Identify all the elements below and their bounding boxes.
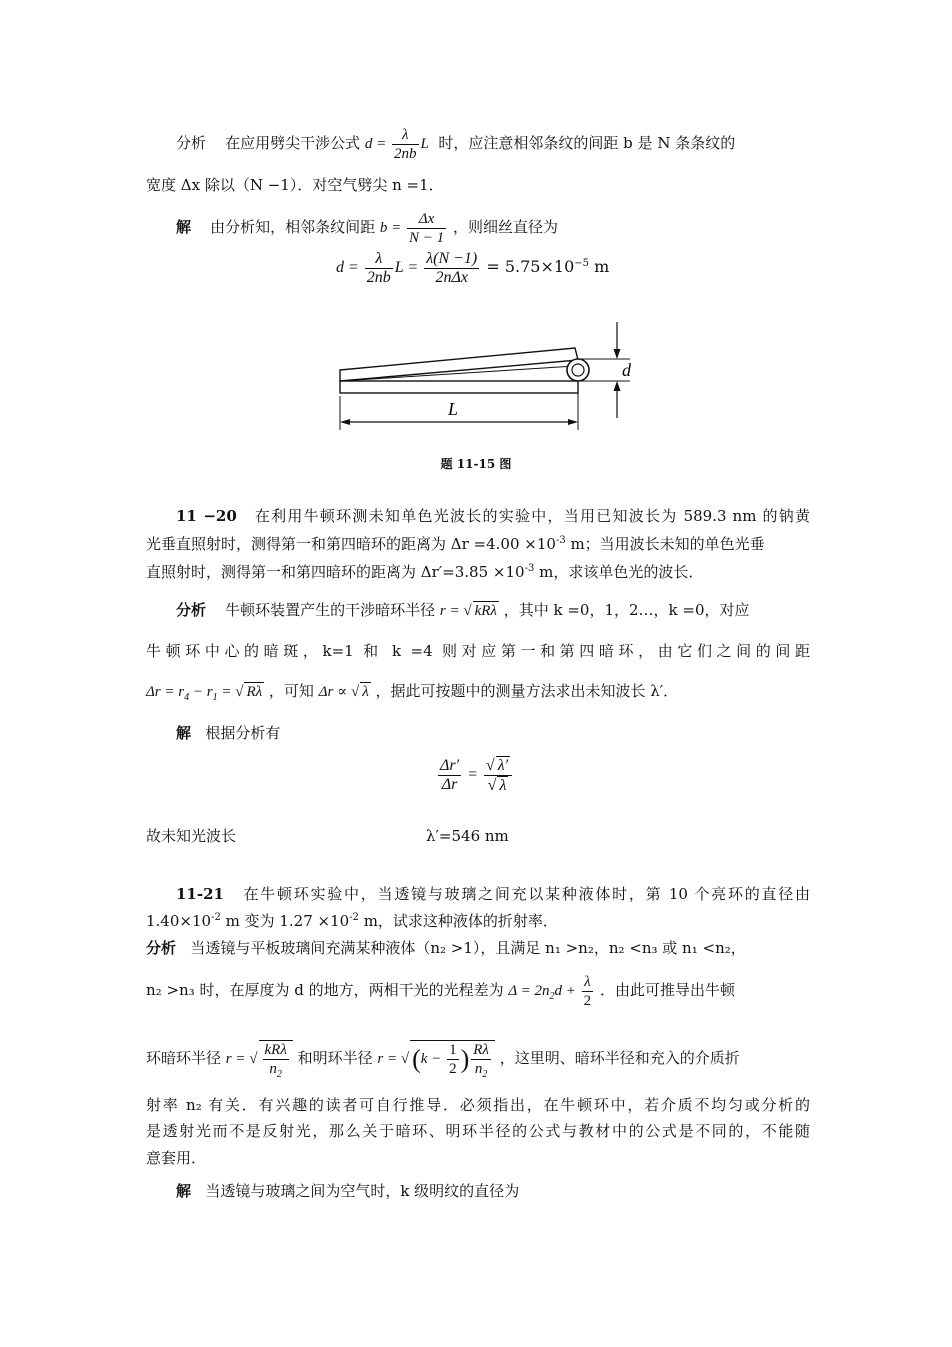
dark-ring-formula: r = √ kRλ — [439, 603, 497, 619]
solution-2-line — [176, 722, 810, 744]
exp-d: -2 — [349, 912, 359, 923]
analysis-3-line-1 — [146, 937, 810, 959]
analysis-2-text: 牛顿环装置产生的干涉暗环半径 — [225, 601, 436, 619]
analysis-3-text-2b: ．由此可推导出牛顿 — [599, 980, 735, 999]
solution-label: 解 — [176, 1182, 192, 1200]
ratio-equation: $\frac{\Delta r'}{\Delta r}$ = $\frac{√ \lambda'}{√ \lambda}$ — [436, 756, 514, 795]
analysis-3-line-5: 是透射光而不是反射光，那么关于暗环、明环半径的公式与教材中的公式是不同的，不能随 — [146, 1122, 810, 1140]
wire-circle — [567, 359, 589, 381]
solution-3-line — [176, 1180, 810, 1202]
d-arrowhead-bottom — [614, 381, 621, 391]
proportional-relation: Δr ∝ √ λ — [318, 684, 369, 700]
exp-c: -2 — [211, 912, 221, 923]
analysis-3-line-6: 意套用． — [146, 1149, 207, 1167]
analysis-3-line-2 — [146, 973, 810, 1010]
figure-caption: 题 11-15 图 — [440, 457, 512, 471]
analysis-3-text-2a: n₂ >n₃ 时，在厚度为 d 的地方，两相干光的光程差为 — [146, 980, 504, 999]
spacing-relation: $\Delta r = r_4 - r_1$ = √ Rλ — [146, 684, 263, 703]
diameter-result: = 5.75×10 — [486, 257, 575, 277]
analysis-3-text-1: 当透镜与平板玻璃间充满某种液体（n₂ >1），且满足 n₁ >n₂，n₂ <n₃ 或 n₁ <n₂， — [190, 939, 746, 957]
d-label: d — [622, 360, 631, 380]
path-difference-formula: $\Delta = 2n_2d$ + $\frac{\lambda}{2}$ — [508, 974, 592, 1009]
diameter-exp: −5 — [574, 257, 589, 269]
problem-11-21-text: 在牛顿环实验中，当透镜与玻璃之间充以某种液体时，第 10 个亮环的直径由 — [243, 885, 810, 903]
problem-11-20-line-3 — [146, 561, 810, 583]
problem-11-20-line-1 — [176, 505, 810, 527]
L-arrowhead-left — [340, 419, 350, 425]
problem-11-21-line-2 — [146, 910, 810, 932]
analysis-2-text-c: ，可知 — [268, 682, 314, 700]
diameter-unit: m — [589, 257, 610, 277]
analysis-1-text-b: 时，应注意相邻条纹的间距 b 是 N 条条纹的 — [438, 133, 736, 152]
result-value: λ′=546 nm — [426, 827, 509, 845]
wedge-inner-line — [340, 366, 575, 381]
L-label: L — [448, 399, 459, 419]
problem-11-20-text: 在利用牛顿环测未知单色光波长的实验中，当用已知波长为 589.3 nm 的钠黄 — [254, 507, 810, 525]
analysis-label: 分析 — [176, 133, 207, 152]
dark-ring-radius-formula: r = √ $\frac{\text{kRλ}}{n_2}$ — [226, 1051, 293, 1067]
bottom-plate — [340, 381, 578, 393]
solution-3-text: 当透镜与玻璃之间为空气时，k 级明纹的直径为 — [205, 1182, 520, 1200]
solution-2-text: 根据分析有 — [205, 724, 281, 742]
exp-a: -3 — [555, 535, 566, 546]
problem-11-20-text-3a: 直照射时，测得第一和第四暗环的距离为 Δr′=3.85 ×10 — [146, 563, 525, 581]
problem-number: 11 −20 — [176, 507, 237, 525]
analysis-label: 分析 — [176, 601, 207, 619]
problem-11-20-text-3b: m，求该单色光的波长． — [534, 563, 704, 581]
analysis-3-text-3b: 和明环半径 — [297, 1048, 373, 1067]
problem-11-20-text-2b: m；当用波长未知的单色光垂 — [565, 535, 765, 553]
problem-number: 11-21 — [176, 885, 224, 903]
diameter-equation: d = $\frac{\lambda}{2nb}$ L = $\frac{\lambda(N -1)}{\text{2nΔx}}$ = $5.75\times 10^{-5}$ m — [336, 250, 610, 286]
analysis-3-text-3c: ，这里明、暗环半径和充入的介质折 — [499, 1048, 740, 1067]
solution-1-text: 由分析知，相邻条纹间距 — [210, 217, 376, 236]
result-line — [146, 825, 810, 847]
solution-label: 解 — [176, 217, 192, 236]
problem-11-20-line-2 — [146, 533, 810, 555]
analysis-1-line-1 — [176, 126, 840, 163]
exp-b: -3 — [524, 563, 535, 574]
analysis-3-text-3a: 环暗环半径 — [146, 1048, 222, 1067]
analysis-2-text-d: ，据此可按题中的测量方法求出未知波长 λ′． — [375, 682, 679, 700]
result-label: 故未知光波长 — [146, 827, 237, 845]
solution-1-line — [176, 210, 840, 247]
analysis-2-line-3 — [146, 680, 810, 703]
analysis-2-text-b: ，其中 k =0，1，2…，k =0，对应 — [503, 601, 750, 619]
problem-11-21-line-1 — [176, 883, 810, 905]
analysis-label: 分析 — [146, 939, 177, 957]
wedge-figure — [330, 318, 640, 433]
solution-label: 解 — [176, 724, 192, 742]
problem-11-21-text-2c: m，试求这种液体的折射率． — [358, 912, 558, 930]
bright-ring-radius-formula: r = √ (k − $\frac{1}{2}$ ) $\frac{R\lambda}{n_2}$ — [377, 1051, 495, 1067]
solution-1-text-b: ，则细丝直径为 — [452, 217, 558, 236]
problem-11-20-text-2a: 光垂直照射时，测得第一和第四暗环的距离为 Δr =4.00 ×10 — [146, 535, 556, 553]
analysis-1-line-2: 宽度 Δx 除以（N −1）．对空气劈尖 n =1． — [146, 176, 444, 194]
analysis-3-line-3 — [146, 1040, 810, 1078]
L-arrowhead-right — [568, 419, 578, 425]
analysis-1-text: 在应用劈尖干涉公式 — [225, 133, 361, 152]
problem-11-21-text-2a: 1.40×10 — [146, 912, 212, 930]
d-arrowhead-top — [614, 349, 621, 359]
wedge-formula: d = $\frac{\lambda}{2nb}$ L — [364, 127, 429, 162]
spacing-formula: b = $\frac{\Delta x}{N - 1}$ — [379, 211, 445, 246]
top-plate — [340, 348, 578, 381]
problem-11-21-text-2b: m 变为 1.27 ×10 — [220, 912, 350, 930]
analysis-3-line-4: 射率 n₂ 有关．有兴趣的读者可自行推导．必须指出，在牛顿环中，若介质不均匀或分析的 — [146, 1096, 810, 1114]
analysis-2-line-2: 牛顿环中心的暗斑，k=1 和 k =4 则对应第一和第四暗环，由它们之间的间距 — [146, 642, 810, 660]
analysis-2-line-1 — [176, 599, 810, 622]
